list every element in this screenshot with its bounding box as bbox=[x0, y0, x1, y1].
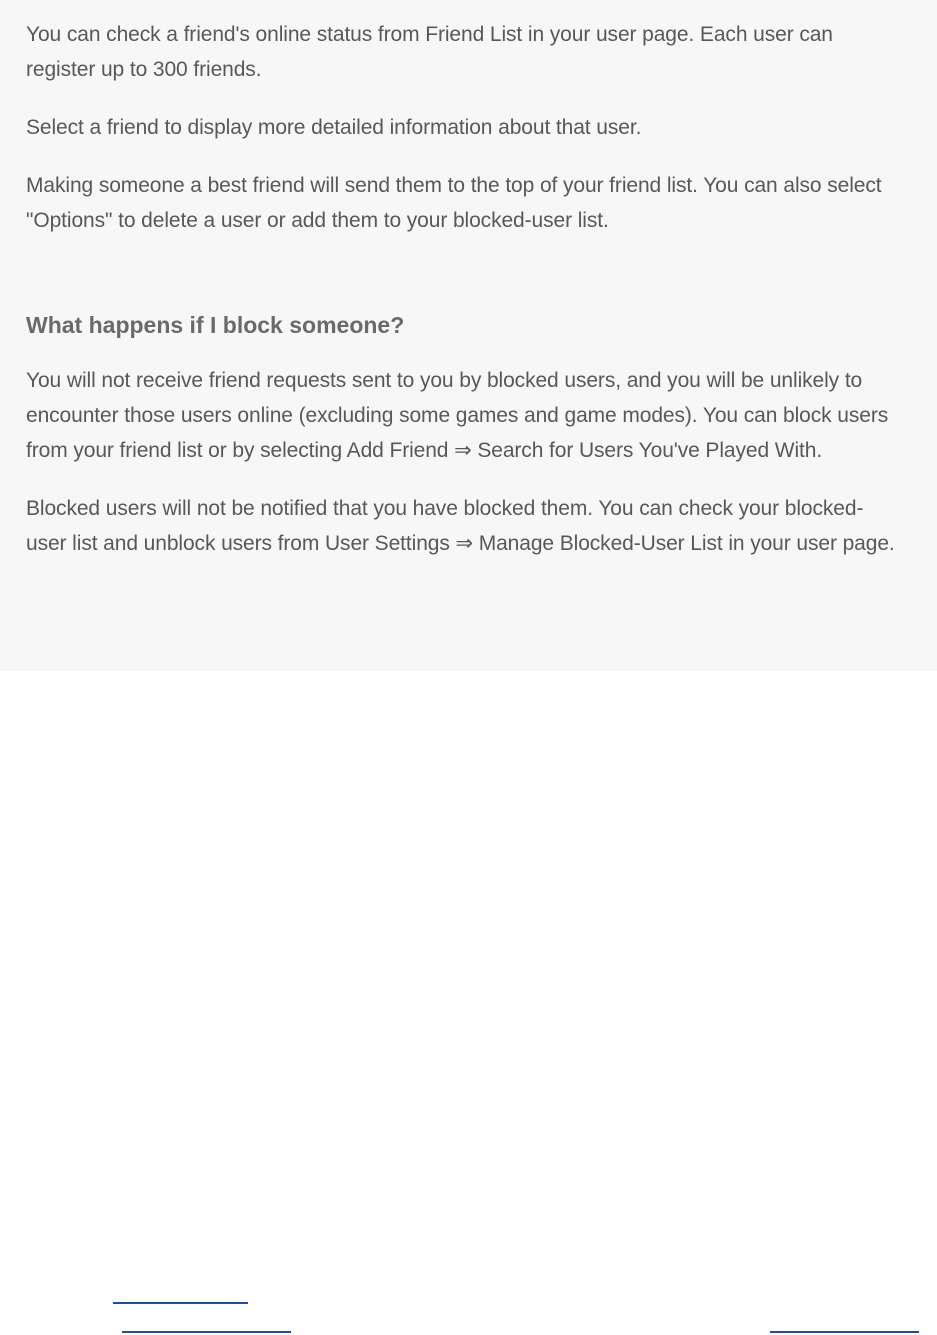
section-heading: What happens if I block someone? bbox=[26, 312, 405, 338]
footer-link-3[interactable] bbox=[770, 1331, 919, 1333]
article-paragraph: You can check a friend's online status from Friend List in your user page. Each user can register up to 300 friends. bbox=[26, 23, 833, 81]
article-paragraph: Making someone a best friend will send them to the top of your friend list. You can also select "Options" to delete a user or add them to your blocked-user list. bbox=[26, 174, 882, 232]
article-paragraph: Blocked users will not be notified that you have blocked them. You can check your blocked-user list and unblock users from User Settings ⇒ Manage Blocked-User List in your user page. bbox=[26, 497, 895, 555]
article-paragraph: You will not receive friend requests sent to you by blocked users, and you will be unlikely to encounter those users online (excluding some games and game modes). You can block users from your friend list or by selecting Add Friend ⇒ Search for Users You've Played With. bbox=[26, 369, 889, 462]
article-paragraph: Select a friend to display more detailed information about that user. bbox=[26, 116, 642, 139]
footer-link-2[interactable] bbox=[122, 1331, 291, 1333]
footer-link-1[interactable] bbox=[113, 1302, 248, 1304]
